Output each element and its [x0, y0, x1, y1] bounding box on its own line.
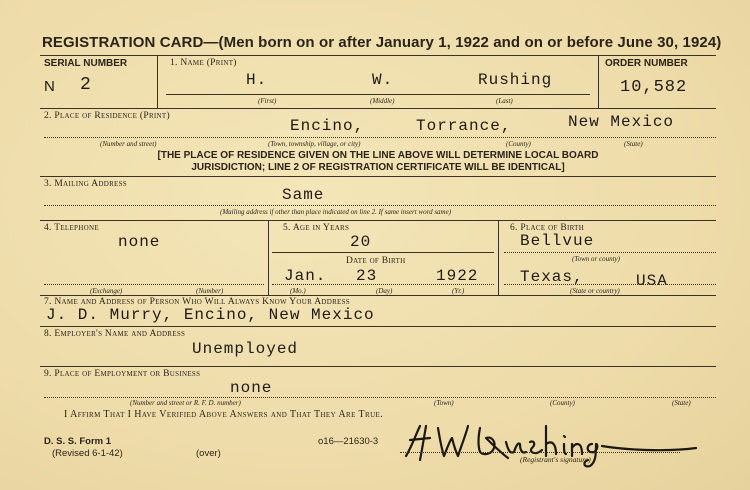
telephone-exchange-caption: (Exchange) [90, 287, 123, 295]
contact-value: J. D. Murry, Encino, New Mexico [46, 306, 375, 324]
mailing-caption: (Mailing address if other than place indicated on line 2. If same insert word same) [220, 208, 452, 216]
employer-label: 8. Employer's Name and Address [44, 329, 186, 339]
mailing-label: 3. Mailing Address [44, 179, 128, 189]
telephone-label: 4. Telephone [44, 223, 99, 233]
tel-age-divider [268, 220, 269, 295]
residence-county: Torrance, [416, 117, 512, 135]
name-line [166, 94, 590, 95]
residence-state-caption: (State) [624, 140, 643, 148]
employment-label: 9. Place of Employment or Business [44, 369, 201, 379]
top-rule [40, 55, 716, 56]
serial-label: SERIAL NUMBER [44, 58, 128, 69]
residence-label: 2. Place of Residence (Print) [44, 111, 170, 121]
residence-county-caption: (County) [506, 140, 531, 148]
age-label: 5. Age in Years [283, 223, 350, 233]
row4-bottom-rule [40, 295, 716, 296]
signature-caption: (Registrant's signature) [520, 455, 591, 464]
serial-value: 2 [80, 75, 92, 95]
name-middle: W. [372, 71, 394, 89]
employment-line [44, 397, 716, 398]
row2-bottom-rule [40, 176, 716, 177]
birthplace-town: Bellvue [520, 232, 595, 250]
affirmation-text: I Affirm That I Have Verified Above Answers and That They Are True. [64, 409, 384, 420]
age-birth-divider [498, 220, 499, 295]
card-title: REGISTRATION CARD—(Men born on or after January 1, 1922 and on or before June 30, 1924) [42, 34, 722, 51]
contact-label: 7. Name and Address of Person Who Will Always Know Your Address [44, 297, 350, 307]
dob-year-caption: (Yr.) [452, 287, 465, 295]
birthplace-town-line [504, 252, 716, 253]
age-value: 20 [350, 233, 372, 251]
name-last-caption: (Last) [496, 97, 513, 105]
residence-line [44, 137, 716, 138]
row7-bottom-rule [40, 326, 716, 327]
mailing-value: Same [282, 186, 325, 204]
serial-prefix: N [44, 78, 56, 95]
dob-month: Jan. [284, 267, 327, 285]
dob-day-caption: (Day) [376, 287, 393, 295]
name-last: Rushing [478, 71, 553, 89]
order-value: 10,582 [620, 78, 688, 97]
birthplace-state-caption: (State or country) [570, 287, 620, 295]
employment-street-caption: (Number and street or R. F. D. number) [130, 399, 241, 407]
dob-day: 23 [356, 267, 378, 285]
form-name: D. S. S. Form 1 [44, 436, 112, 447]
signature-line [400, 452, 680, 453]
dob-year: 1922 [436, 267, 479, 285]
birthplace-state-line [504, 284, 716, 285]
row8-bottom-rule [40, 366, 716, 367]
row1-bottom-rule [40, 108, 716, 109]
dob-label: Date of Birth [346, 256, 406, 266]
telephone-number-caption: (Number) [196, 287, 224, 295]
name-first: H. [246, 71, 268, 89]
signature-text [400, 416, 406, 417]
employment-state-caption: (State) [672, 399, 691, 407]
telephone-value: none [118, 233, 161, 251]
dob-month-caption: (Mo.) [290, 287, 306, 295]
birthplace-label: 6. Place of Birth [510, 223, 585, 233]
name-first-caption: (First) [258, 97, 277, 105]
dob-line [272, 284, 494, 285]
name-middle-caption: (Middle) [370, 97, 395, 105]
residence-state: New Mexico [568, 113, 675, 131]
birthplace-country: USA [636, 272, 668, 290]
jurisdiction-notice-1: [THE PLACE OF RESIDENCE GIVEN ON THE LINE ABOVE WILL DETERMINE LOCAL BOARD [157, 150, 599, 161]
serial-divider [157, 55, 158, 108]
employment-town-caption: (Town) [434, 399, 454, 407]
employment-county-caption: (County) [550, 399, 575, 407]
print-code: o16—21630-3 [318, 436, 379, 447]
residence-town-caption: (Town, township, village, or city) [268, 140, 361, 148]
birthplace-town-caption: (Town or county) [572, 255, 620, 263]
birthplace-state: Texas, [520, 268, 584, 286]
residence-town: Encino, [290, 117, 365, 135]
jurisdiction-notice-2: JURISDICTION; LINE 2 OF REGISTRATION CERTIFICATE WILL BE IDENTICAL] [191, 162, 565, 173]
order-divider [598, 55, 599, 108]
over-note: (over) [196, 448, 221, 459]
employment-value: none [230, 379, 273, 397]
row3-bottom-rule [40, 220, 716, 221]
form-revised: (Revised 6-1-42) [52, 448, 123, 459]
mailing-line [44, 205, 716, 206]
age-line [272, 252, 494, 253]
name-label: 1. Name (Print) [170, 58, 237, 68]
order-label: ORDER NUMBER [605, 58, 688, 69]
residence-street-caption: (Number and street) [100, 140, 157, 148]
employer-value: Unemployed [192, 340, 299, 358]
telephone-line [44, 284, 264, 285]
